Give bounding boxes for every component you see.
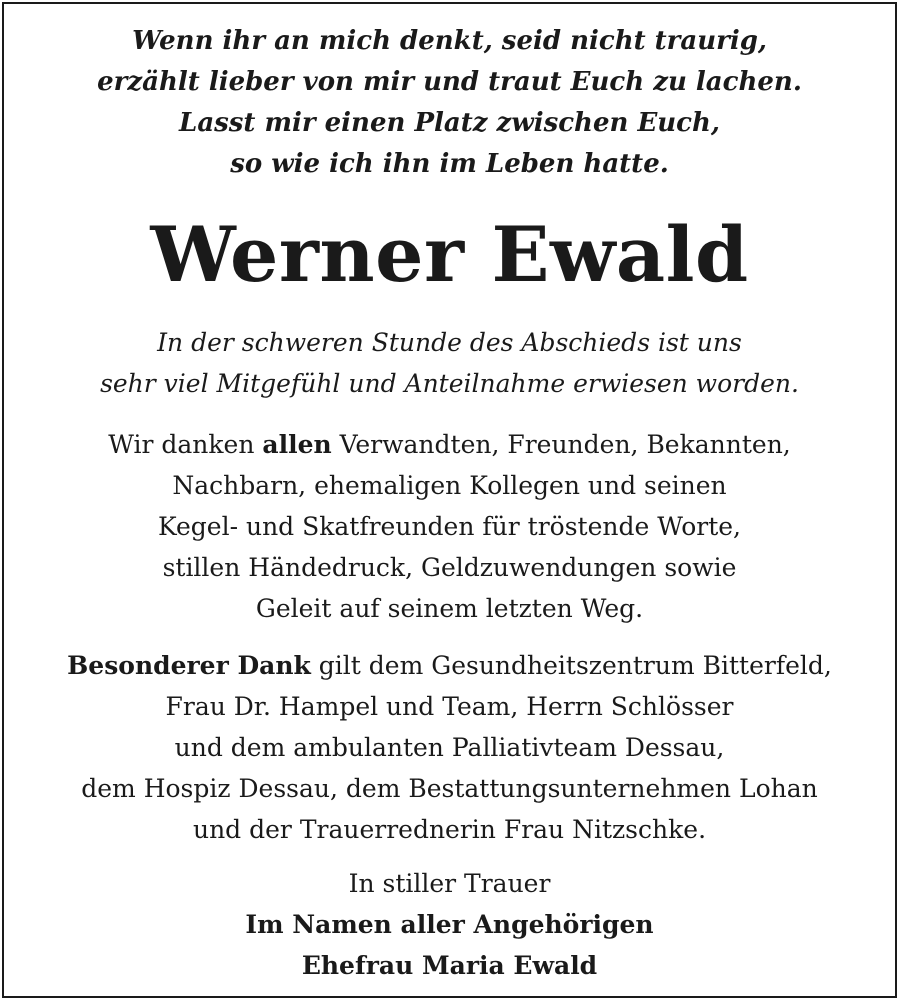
special-line: und dem ambulanten Palliativteam Dessau,	[174, 733, 725, 762]
obituary-notice	[2, 2, 897, 998]
closing-signer: Ehefrau Maria Ewald	[301, 951, 598, 980]
special-bold: Besonderer Dank	[67, 651, 311, 680]
thanks-line	[4, 424, 895, 465]
special-line: Frau Dr. Hampel und Team, Herrn Schlösser	[165, 692, 734, 721]
deceased-name: Werner Ewald	[150, 210, 749, 299]
thanks-line: Kegel- und Skatfreunden für tröstende Worte,	[157, 512, 742, 541]
closing-line-bold: Im Namen aller Angehörigen	[245, 910, 654, 939]
special-post: gilt dem Gesundheitszentrum Bitterfeld,	[310, 651, 832, 680]
poem-line: Lasst mir einen Platz zwischen Euch,	[179, 108, 720, 138]
closing-line: In stiller Trauer	[348, 869, 551, 898]
poem-line: erzählt lieber von mir und traut Euch zu lachen.	[97, 67, 802, 97]
thanks-line: Geleit auf seinem letzten Weg.	[255, 594, 644, 623]
special-thanks-paragraph	[4, 645, 895, 850]
thanks-paragraph	[4, 424, 895, 629]
thanks-line: stillen Händedruck, Geldzuwendungen sowie	[162, 553, 737, 582]
intro-line: sehr viel Mitgefühl und Anteilnahme erwiesen worden.	[100, 369, 799, 398]
thanks-line: Nachbarn, ehemaligen Kollegen und seinen	[172, 471, 727, 500]
memorial-poem	[4, 21, 895, 185]
poem-line: Wenn ihr an mich denkt, seid nicht traurig,	[132, 26, 767, 56]
thanks-post: Verwandten, Freunden, Bekannten,	[331, 430, 791, 459]
intro-text	[4, 322, 895, 404]
thanks-bold: allen	[262, 430, 332, 459]
special-line	[4, 645, 895, 686]
special-line: und der Trauerrednerin Frau Nitzschke.	[192, 815, 707, 844]
closing-signature	[4, 863, 895, 986]
thanks-pre: Wir danken	[108, 430, 263, 459]
intro-line: In der schweren Stunde des Abschieds ist uns	[157, 328, 742, 357]
poem-line: so wie ich ihn im Leben hatte.	[230, 149, 669, 179]
special-line: dem Hospiz Dessau, dem Bestattungsunternehmen Lohan	[81, 774, 818, 803]
